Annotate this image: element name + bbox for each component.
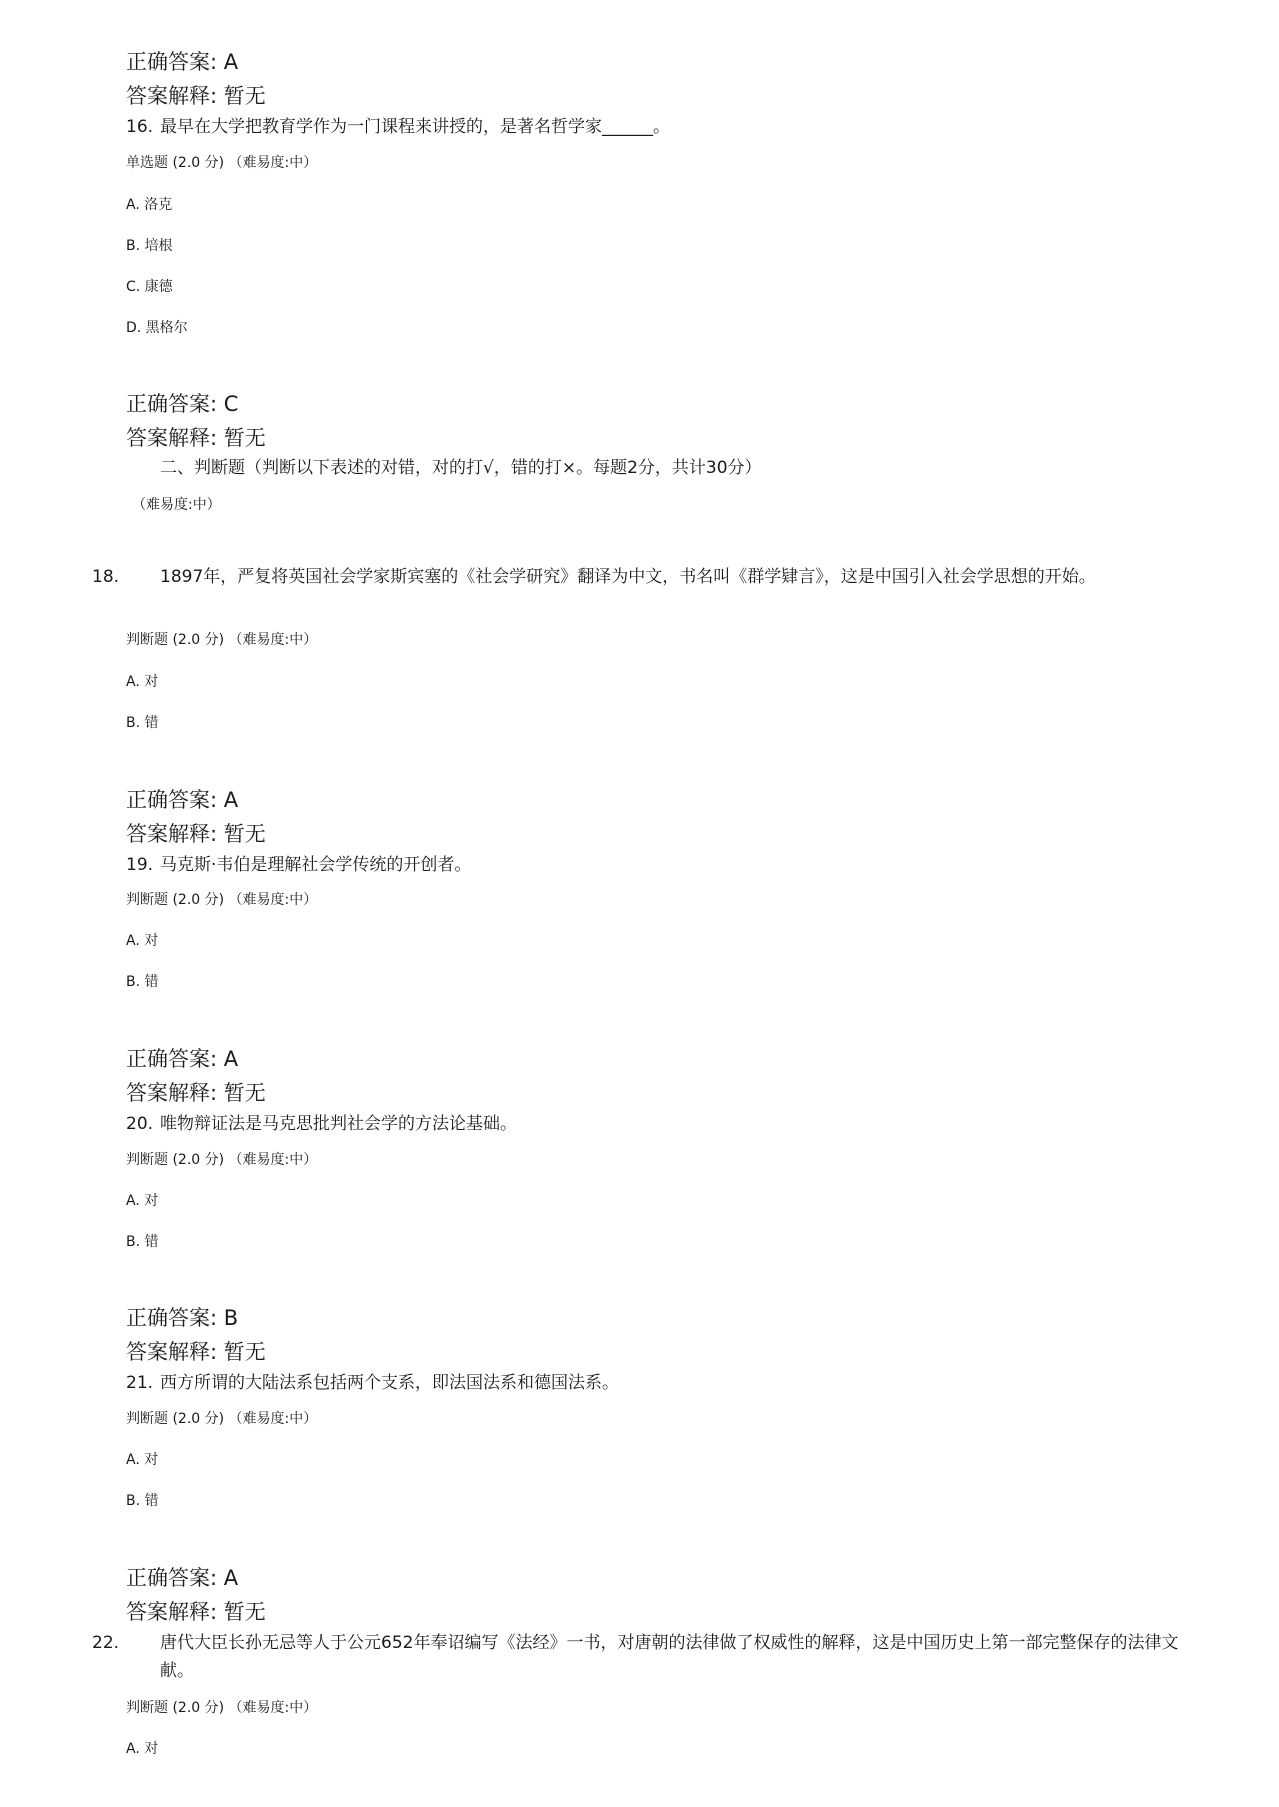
explanation-value: 暂无: [223, 1081, 266, 1105]
correct-answer-line: [126, 1565, 238, 1591]
correct-answer-label: 正确答案:: [126, 50, 224, 74]
question-text: 最早在大学把教育学作为一门课程来讲授的，是著名哲学家______。: [160, 117, 670, 137]
option-a: A. 对: [126, 933, 159, 949]
option-a: A. 对: [126, 1452, 159, 1468]
option-c: C. 康德: [126, 279, 173, 295]
question-18: [92, 563, 1210, 591]
question-number: 22.: [92, 1633, 120, 1653]
section-title: 二、判断题（判断以下表述的对错，对的打√，错的打×。每题2分，共计30分）: [160, 458, 762, 478]
explanation-value: 暂无: [223, 1340, 266, 1364]
option-b: B. 错: [126, 1234, 159, 1250]
question-number: 16.: [126, 117, 154, 137]
correct-answer-value: C: [223, 392, 239, 416]
explanation-label: 答案解释:: [126, 426, 224, 450]
explanation-value: 暂无: [223, 1600, 266, 1624]
option-a: A. 对: [126, 674, 159, 690]
correct-answer-line: [126, 1305, 238, 1331]
question-number: 19.: [126, 855, 154, 875]
question-meta: 判断题 (2.0 分) （难易度:中）: [126, 892, 318, 908]
explanation-label: 答案解释:: [126, 1600, 224, 1624]
correct-answer-line: [126, 49, 238, 75]
correct-answer-line: [126, 391, 238, 417]
correct-answer-line: [126, 787, 238, 813]
correct-answer-label: 正确答案:: [126, 1047, 224, 1071]
explanation-label: 答案解释:: [126, 1340, 224, 1364]
correct-answer-value: A: [223, 1047, 239, 1071]
question-21: [126, 1369, 1176, 1397]
question-number: 21.: [126, 1373, 154, 1393]
question-text: 马克斯·韦伯是理解社会学传统的开创者。: [160, 855, 472, 875]
question-meta: 单选题 (2.0 分) （难易度:中）: [126, 155, 318, 171]
question-meta: 判断题 (2.0 分) （难易度:中）: [126, 1700, 318, 1716]
question-number: 20.: [126, 1114, 154, 1134]
correct-answer-line: [126, 1046, 238, 1072]
question-22: [92, 1629, 1210, 1685]
explanation-line: [126, 1599, 266, 1625]
option-b: B. 培根: [126, 238, 173, 254]
question-meta: 判断题 (2.0 分) （难易度:中）: [126, 632, 318, 648]
option-a: A. 洛克: [126, 197, 173, 213]
explanation-line: [126, 425, 266, 451]
option-d: D. 黑格尔: [126, 320, 188, 336]
question-20: [126, 1110, 1176, 1138]
option-b: B. 错: [126, 1493, 159, 1509]
question-19: [126, 851, 1176, 879]
explanation-label: 答案解释:: [126, 84, 224, 108]
question-meta: 判断题 (2.0 分) （难易度:中）: [126, 1411, 318, 1427]
correct-answer-label: 正确答案:: [126, 788, 224, 812]
question-text: 1897年，严复将英国社会学家斯宾塞的《社会学研究》翻译为中文，书名叫《群学肄言》，这是中国引入社会学思想的开始。: [160, 567, 1096, 587]
correct-answer-label: 正确答案:: [126, 1306, 224, 1330]
question-text: 西方所谓的大陆法系包括两个支系，即法国法系和德国法系。: [160, 1373, 619, 1393]
question-number: 18.: [92, 567, 120, 587]
explanation-line: [126, 83, 266, 109]
question-text: 唐代大臣长孙无忌等人于公元652年奉诏编写《法经》一书，对唐朝的法律做了权威性的解释，这是中国历史上第一部完整保存的法律文献。: [160, 1633, 1179, 1681]
question-16: [126, 113, 1176, 141]
option-a: A. 对: [126, 1193, 159, 1209]
option-a: A. 对: [126, 1741, 159, 1757]
question-text: 唯物辩证法是马克思批判社会学的方法论基础。: [160, 1114, 517, 1134]
correct-answer-value: A: [223, 50, 239, 74]
explanation-value: 暂无: [223, 84, 266, 108]
question-meta: 判断题 (2.0 分) （难易度:中）: [126, 1152, 318, 1168]
explanation-value: 暂无: [223, 822, 266, 846]
explanation-line: [126, 1339, 266, 1365]
correct-answer-label: 正确答案:: [126, 392, 224, 416]
option-b: B. 错: [126, 715, 159, 731]
correct-answer-value: A: [223, 1566, 239, 1590]
explanation-label: 答案解释:: [126, 822, 224, 846]
explanation-line: [126, 1080, 266, 1106]
correct-answer-value: A: [223, 788, 239, 812]
explanation-line: [126, 821, 266, 847]
explanation-label: 答案解释:: [126, 1081, 224, 1105]
option-b: B. 错: [126, 974, 159, 990]
section-difficulty: （难易度:中）: [132, 497, 221, 513]
correct-answer-label: 正确答案:: [126, 1566, 224, 1590]
explanation-value: 暂无: [223, 426, 266, 450]
correct-answer-value: B: [223, 1306, 239, 1330]
